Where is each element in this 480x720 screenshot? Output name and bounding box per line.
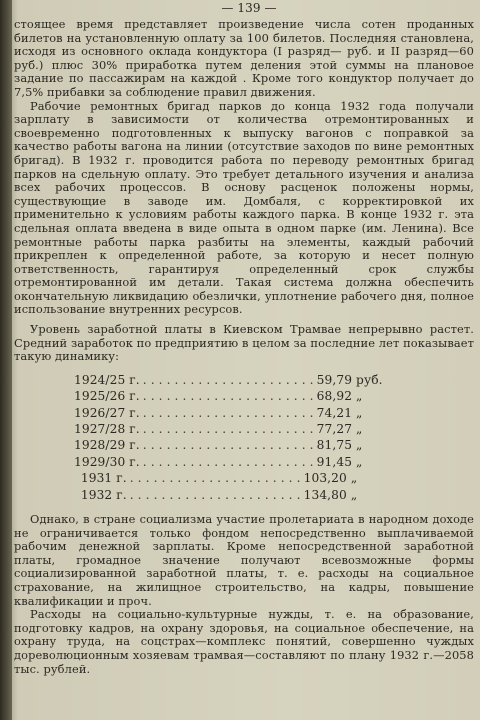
unit-cell: „ [350,471,358,486]
wage-value-cell: 103,20 [303,471,347,486]
table-row: 1926/27 г. . . . . . . . . . . . . . . . . . . . . . . 74,21 „ [74,405,374,421]
wage-value-cell: 91,45 [316,454,353,469]
page-number: — 139 — [221,1,277,15]
unit-cell: „ [356,438,363,453]
unit-cell: „ [356,405,363,420]
table-row: 1925/26 г. . . . . . . . . . . . . . . . . . . . . . . 68,92 „ [74,388,374,404]
wage-value-cell: 74,21 [316,405,353,420]
wage-value-cell: 134,80 [303,487,347,502]
unit-cell: „ [356,454,363,469]
book-gutter [0,0,12,720]
paragraph-social-expenses: Расходы на социально-культурные нужды, т. е. на образование, подготовку кадров, на охрану здоровья, на социальное обеспечение, на охрану труда, на соцстрах—комплекс понятий, совершенно чуждых дореволюционным хозяевам трамвая—составляют по плану 1932 г.—2058 тыс. рублей. [14,607,474,676]
year-cell: 1929/30 г. [74,454,140,469]
table-row: 1924/25 г. . . . . . . . . . . . . . . . . . . . . . . 59,79 руб. [74,372,383,387]
unit-cell: „ [356,422,363,437]
paragraph-socialized-wages: Однако, в стране социализма участие пролетариата в народном доходе не ограничивается только фондом непосредственно выплачиваемой рабочим денежной зарплаты. Кроме непосредственной заработной платы, громадное значение получают всевозможные формы социализированной заработной платы, т. е. расходы на социальное страхование, на жилищное строительство, на кадры, повышение квалификации и проч. [14,512,474,608]
year-cell: 1931 г. [80,471,127,486]
year-cell: 1925/26 г. [74,389,140,404]
table-row: 1927/28 г. . . . . . . . . . . . . . . . . . . . . . . 77,27 „ [74,421,374,437]
page-text [14,0,474,676]
year-cell: 1926/27 г. [74,405,140,420]
wage-value-cell: 59,79 [316,372,353,387]
paragraph-repair-brigades: Рабочие ремонтных бригад парков до конца 1932 года получали зарплату в зависимости от количества отремонтированных и своевременно подготовленных к выпуску вагонов с поправкой за качество работы вагона на линии (отсутствие заходов по вине ремонтных бригад). В 1932 г. проводится работа по переводу ремонтных бригад парков на сдельную оплату. Это требует детального изучения и анализа всех рабочих процессов. В основу расценок положены нормы, существующие в заводе им. Домбаля, с корректировкой их применительно к условиям работы каждого парка. В конце 1932 г. эта сдельная оплата введена в виде опыта в одном парке (им. Ленина). Все ремонтные работы парка разбиты на элементы, каждый рабочий прикреплен к определенной работе, за которую и несет полную ответственность, гарантируя определенный срок службы отремонтированной им детали. Такая система должна обеспечить окончательную ликвидацию обезлички, уплотнение рабочего дня, полное использование внутренних ресурсов. [14,98,474,317]
paragraph-conductor-pay: стоящее время представляет произведение числа сотен проданных билетов на установленную оплату за 100 билетов. Последняя становлена, исходя из основного оклада кондуктора (I разряд— руб. и II разряд—60 руб.) плюс 30% приработка путем деления этой суммы на плановое задание по пассажирам на каждой . Кроме того кондуктор получает до 7,5% прибавки за соблюдение правил движения. [14,17,474,99]
year-cell: 1928/29 г. [74,438,140,453]
year-cell: 1924/25 г. [74,372,140,387]
paragraph-wage-level: Уровень заработной платы в Киевском Трамвае непрерывно растет. Средний заработок по предприятию в целом за последние лет показывает такую динамику: [14,322,474,364]
unit-cell: руб. [356,372,383,387]
wage-value-cell: 81,75 [316,438,353,453]
year-cell: 1927/28 г. [74,422,140,437]
unit-cell: „ [350,487,358,502]
table-row: 1929/30 г. . . . . . . . . . . . . . . . . . . . . . . 91,45 „ [74,454,374,470]
wage-table [74,372,383,503]
year-cell: 1932 г. [80,487,127,502]
table-row: 1931 г. . . . . . . . . . . . . . . . . . . . . . . 103,20 „ [74,470,374,486]
unit-cell: „ [356,389,363,404]
table-row: 1928/29 г. . . . . . . . . . . . . . . . . . . . . . . 81,75 „ [74,437,374,453]
wage-value-cell: 77,27 [316,422,353,437]
table-row: 1932 г. . . . . . . . . . . . . . . . . . . . . . . 134,80 „ [74,487,374,503]
wage-value-cell: 68,92 [316,389,353,404]
